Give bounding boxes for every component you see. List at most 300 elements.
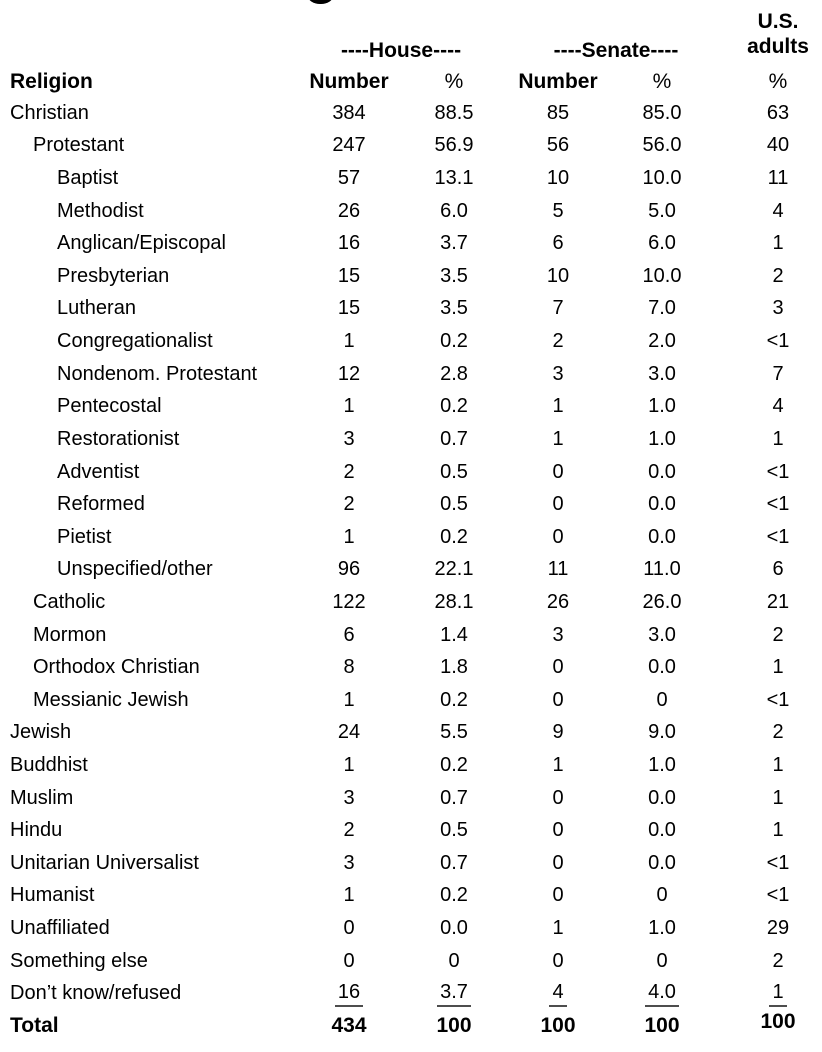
- house-number-cell: [296, 428, 402, 451]
- cell-value: 85.0: [642, 101, 682, 124]
- religion-label-text: Jewish: [10, 721, 72, 744]
- cell-value: 11: [767, 167, 789, 190]
- senate-number-cell: [506, 102, 610, 125]
- cell-value: 100: [760, 1010, 796, 1034]
- religion-label-text: Presbyterian: [57, 264, 170, 287]
- senate-pct-cell: [610, 265, 714, 288]
- religion-label-text: Hindu: [10, 819, 63, 842]
- cell-value: 2: [343, 460, 355, 483]
- cell-value: 0.5: [440, 819, 468, 842]
- cell-value: 3.0: [648, 623, 676, 646]
- religion-label-text: Pietist: [57, 525, 112, 548]
- senate-number-cell: [506, 819, 610, 842]
- religion-label: [0, 102, 296, 125]
- cell-value: 28.1: [434, 590, 474, 613]
- cell-value: 88.5: [434, 101, 474, 124]
- cell-value: 1: [769, 981, 786, 1007]
- cell-value: 85: [546, 101, 570, 124]
- cell-value: 0.0: [440, 917, 468, 940]
- cell-value: 1: [343, 753, 355, 776]
- house-number-cell: [296, 591, 402, 614]
- cell-value: <1: [766, 460, 790, 483]
- cell-value: 6: [343, 623, 355, 646]
- cell-value: 6: [552, 232, 564, 255]
- cell-value: 0: [552, 786, 564, 809]
- senate-pct-cell: [610, 200, 714, 223]
- house-pct-cell: [402, 200, 506, 223]
- religion-label: [0, 819, 296, 842]
- us-adults-pct-cell: [714, 265, 822, 288]
- table-row: [0, 521, 822, 554]
- house-pct-cell: [402, 363, 506, 386]
- religion-label-text: Unaffiliated: [10, 917, 110, 940]
- cell-value: 0: [552, 819, 564, 842]
- cell-value: <1: [766, 884, 790, 907]
- senate-pct-cell: [610, 297, 714, 320]
- cell-value: 6.0: [648, 232, 676, 255]
- cell-value: 10.0: [642, 264, 682, 287]
- cell-value: 0.0: [648, 525, 676, 548]
- religion-label: [0, 982, 296, 1005]
- cell-value: 1: [552, 917, 564, 940]
- house-number-cell: [296, 721, 402, 744]
- religion-label: [0, 363, 296, 386]
- house-number-cell: [296, 819, 402, 842]
- house-pct-cell: [402, 981, 506, 1007]
- house-number-cell: [296, 102, 402, 125]
- senate-pct-cell: [610, 1014, 714, 1038]
- cell-value: 3: [343, 851, 355, 874]
- table-row: [0, 130, 822, 163]
- senate-pct-cell: [610, 721, 714, 744]
- table-row: [0, 390, 822, 423]
- cell-value: 2: [343, 819, 355, 842]
- house-number-cell: [296, 395, 402, 418]
- house-number-cell: [296, 656, 402, 679]
- religion-label: [0, 134, 296, 157]
- house-pct-cell: [402, 852, 506, 875]
- house-number-cell: [296, 950, 402, 973]
- house-pct-cell: [402, 689, 506, 712]
- cell-value: 1: [552, 395, 564, 418]
- senate-pct-cell: [610, 330, 714, 353]
- senate-pct-cell: [610, 232, 714, 255]
- cell-value: 0: [552, 525, 564, 548]
- religion-label: [0, 656, 296, 679]
- us-adults-pct-cell: [714, 167, 822, 190]
- religion-label-text: Something else: [10, 949, 148, 972]
- house-number-cell: [296, 297, 402, 320]
- house-pct-cell: [402, 493, 506, 516]
- cell-value: 8: [343, 656, 355, 679]
- religion-label-text: Mormon: [33, 623, 107, 646]
- cell-value: 3.0: [648, 362, 676, 385]
- cell-value: 0: [343, 949, 355, 972]
- senate-pct-cell: [610, 754, 714, 777]
- religion-label: [0, 200, 296, 223]
- religion-label: [0, 428, 296, 451]
- religion-label-text: Protestant: [33, 134, 125, 157]
- cell-value: 384: [332, 101, 366, 124]
- religion-label-text: Adventist: [57, 460, 140, 483]
- cell-value: 1.8: [440, 656, 468, 679]
- cell-value: 0.7: [440, 786, 468, 809]
- house-number-cell: [296, 689, 402, 712]
- house-number-cell: [296, 787, 402, 810]
- cell-value: 0: [343, 917, 355, 940]
- us-adults-pct-cell: [714, 330, 822, 353]
- table-row: [0, 456, 822, 489]
- religion-label-text: Orthodox Christian: [33, 656, 200, 679]
- house-pct-cell: [402, 624, 506, 647]
- cell-value: 0.7: [440, 851, 468, 874]
- religion-label: [0, 787, 296, 810]
- cell-value: 3: [343, 786, 355, 809]
- senate-number-cell: [506, 461, 610, 484]
- religion-label-text: Anglican/Episcopal: [57, 232, 226, 255]
- religion-label-text: Catholic: [33, 590, 106, 613]
- cell-value: 100: [436, 1014, 472, 1038]
- cell-value: 0: [552, 688, 564, 711]
- house-number-cell: [296, 884, 402, 907]
- cell-value: 0.7: [440, 427, 468, 450]
- table-row: [0, 912, 822, 945]
- cell-value: 0.2: [440, 884, 468, 907]
- senate-pct-cell: [610, 917, 714, 940]
- cell-value: 4.0: [645, 981, 679, 1007]
- cell-value: 3.7: [437, 981, 471, 1007]
- cell-value: 96: [337, 558, 361, 581]
- senate-number-cell: [506, 624, 610, 647]
- senate-number-cell: [506, 526, 610, 549]
- religion-label: [0, 265, 296, 288]
- table-row: [0, 227, 822, 260]
- us-adults-pct-cell: [714, 656, 822, 679]
- senate-number-cell: [506, 297, 610, 320]
- cell-value: 26: [337, 199, 361, 222]
- cell-value: 1: [772, 232, 784, 255]
- senate-number-cell: [506, 884, 610, 907]
- religion-label: [0, 461, 296, 484]
- religion-label-text: Messianic Jewish: [33, 688, 189, 711]
- house-pct-cell: [402, 526, 506, 549]
- religion-label: [0, 330, 296, 353]
- religion-label: [0, 624, 296, 647]
- cell-value: 2.0: [648, 330, 676, 353]
- house-pct-cell: [402, 819, 506, 842]
- cell-value: 1.0: [648, 753, 676, 776]
- house-pct-cell: [402, 232, 506, 255]
- cell-value: 2: [772, 949, 784, 972]
- column-header-religion: Religion: [10, 70, 93, 93]
- cell-value: 9.0: [648, 721, 676, 744]
- house-pct-cell: [402, 461, 506, 484]
- religion-label-text: Restorationist: [57, 427, 180, 450]
- cell-value: 2: [343, 493, 355, 516]
- cell-value: 1: [343, 395, 355, 418]
- senate-number-cell: [506, 363, 610, 386]
- us-adults-pct-cell: [714, 526, 822, 549]
- cell-value: 29: [766, 917, 790, 940]
- house-pct-cell: [402, 167, 506, 190]
- cell-value: <1: [766, 688, 790, 711]
- cell-value: 0.0: [648, 493, 676, 516]
- cell-value: 13.1: [434, 167, 474, 190]
- cell-value: 1: [772, 656, 784, 679]
- religion-label-text: Pentecostal: [57, 395, 162, 418]
- religion-label-text: Congregationalist: [57, 330, 213, 353]
- senate-pct-cell: [610, 787, 714, 810]
- house-number-cell: [296, 917, 402, 940]
- house-number-cell: [296, 330, 402, 353]
- cell-value: 0.2: [440, 525, 468, 548]
- cell-value: 15: [337, 297, 361, 320]
- religion-label: [0, 232, 296, 255]
- us-adults-pct-cell: [714, 917, 822, 940]
- senate-number-cell: [506, 232, 610, 255]
- us-adults-pct-cell: [714, 981, 822, 1007]
- cell-value: 0.5: [440, 493, 468, 516]
- house-pct-cell: [402, 917, 506, 940]
- cell-value: 0: [448, 949, 460, 972]
- house-pct-cell: [402, 395, 506, 418]
- us-adults-pct-cell: [714, 884, 822, 907]
- column-header-row: [0, 67, 822, 97]
- cell-value: 0.5: [440, 460, 468, 483]
- table-row: [0, 358, 822, 391]
- senate-pct-cell: [610, 363, 714, 386]
- religion-label: [0, 689, 296, 712]
- senate-number-cell: [506, 1014, 610, 1038]
- table-row: [0, 782, 822, 815]
- us-adults-pct-cell: [714, 200, 822, 223]
- cell-value: 0: [552, 656, 564, 679]
- column-header-senate-number: Number: [518, 70, 598, 93]
- table-row: [0, 423, 822, 456]
- cell-value: 1: [772, 819, 784, 842]
- cell-value: 247: [332, 134, 366, 157]
- house-number-cell: [296, 167, 402, 190]
- religion-label-text: Don’t know/refused: [10, 982, 182, 1005]
- religion-label: [0, 884, 296, 907]
- house-pct-cell: [402, 102, 506, 125]
- cell-value: 10: [546, 167, 570, 190]
- house-group-header: ----House----: [340, 39, 462, 62]
- cell-value: 9: [552, 721, 564, 744]
- cell-value: 26.0: [642, 590, 682, 613]
- senate-pct-cell: [610, 950, 714, 973]
- cell-value: 4: [772, 395, 784, 418]
- table-row: [0, 977, 822, 1010]
- cell-value: 434: [331, 1014, 367, 1038]
- religion-label: [0, 167, 296, 190]
- cell-value: 1: [552, 753, 564, 776]
- table-row: [0, 97, 822, 130]
- house-number-cell: [296, 363, 402, 386]
- us-adults-pct-cell: [714, 624, 822, 647]
- cell-value: 5.5: [440, 721, 468, 744]
- senate-number-cell: [506, 689, 610, 712]
- us-adults-pct-cell: [714, 819, 822, 842]
- cell-value: 122: [332, 590, 366, 613]
- cell-value: 1.4: [440, 623, 468, 646]
- senate-number-cell: [506, 721, 610, 744]
- senate-number-cell: [506, 950, 610, 973]
- cell-value: 0.0: [648, 460, 676, 483]
- senate-number-cell: [506, 265, 610, 288]
- cell-value: 7: [772, 362, 784, 385]
- cell-value: 16: [335, 981, 363, 1007]
- cell-value: 11.0: [643, 558, 681, 581]
- table-row: [0, 488, 822, 521]
- us-adults-pct-cell: [714, 754, 822, 777]
- senate-pct-cell: [610, 591, 714, 614]
- house-pct-cell: [402, 787, 506, 810]
- cell-value: 57: [337, 167, 361, 190]
- cell-value: 0: [552, 493, 564, 516]
- cell-value: 0.0: [648, 851, 676, 874]
- us-adults-pct-cell: [714, 689, 822, 712]
- religion-label: [0, 754, 296, 777]
- table-row: [0, 554, 822, 587]
- cell-value: 24: [337, 721, 361, 744]
- house-pct-cell: [402, 656, 506, 679]
- senate-pct-cell: [610, 624, 714, 647]
- cell-value: 6: [772, 558, 784, 581]
- senate-pct-cell: [610, 428, 714, 451]
- cell-value: 0: [552, 949, 564, 972]
- house-pct-cell: [402, 265, 506, 288]
- cell-value: 100: [644, 1014, 680, 1038]
- cell-value: 5.0: [648, 199, 676, 222]
- us-adults-pct-cell: [714, 297, 822, 320]
- us-adults-pct-cell: [714, 787, 822, 810]
- religion-label: [0, 721, 296, 744]
- cell-value: 4: [772, 199, 784, 222]
- us-adults-pct-cell: [714, 558, 822, 581]
- religion-label-text: Baptist: [57, 167, 119, 190]
- religion-label: [0, 852, 296, 875]
- cell-value: 3: [552, 623, 564, 646]
- house-number-cell: [296, 981, 402, 1007]
- cell-value: 10.0: [642, 167, 682, 190]
- house-number-cell: [296, 200, 402, 223]
- cell-value: 0.0: [648, 819, 676, 842]
- senate-number-cell: [506, 981, 610, 1007]
- religion-label: [0, 591, 296, 614]
- religion-label-text: Unspecified/other: [57, 558, 213, 581]
- table-row: [0, 260, 822, 293]
- table-row: [0, 651, 822, 684]
- cell-value: 1.0: [648, 917, 676, 940]
- cell-value: 100: [540, 1014, 576, 1038]
- house-pct-cell: [402, 428, 506, 451]
- cell-value: 2.8: [440, 362, 468, 385]
- us-adults-pct-cell: [714, 721, 822, 744]
- senate-pct-cell: [610, 461, 714, 484]
- senate-pct-cell: [610, 852, 714, 875]
- table-row: [0, 880, 822, 913]
- cell-value: 0: [552, 460, 564, 483]
- cell-value: 0.2: [440, 688, 468, 711]
- cell-value: 12: [337, 362, 361, 385]
- cell-value: 40: [766, 134, 790, 157]
- cell-value: 21: [766, 590, 790, 613]
- cell-value: <1: [766, 493, 790, 516]
- cell-value: 2: [772, 721, 784, 744]
- house-pct-cell: [402, 721, 506, 744]
- religion-label-text: Humanist: [10, 884, 95, 907]
- house-number-cell: [296, 852, 402, 875]
- us-adults-pct-cell: [714, 428, 822, 451]
- senate-number-cell: [506, 591, 610, 614]
- cell-value: 0: [656, 884, 668, 907]
- house-pct-cell: [402, 591, 506, 614]
- cell-value: 3.7: [440, 232, 468, 255]
- senate-pct-cell: [610, 819, 714, 842]
- house-number-cell: [296, 134, 402, 157]
- religion-label-text: Unitarian Universalist: [10, 851, 199, 874]
- house-pct-cell: [402, 884, 506, 907]
- senate-number-cell: [506, 200, 610, 223]
- us-adults-group-header: [714, 9, 822, 59]
- senate-pct-cell: [610, 134, 714, 157]
- religion-label-text: Reformed: [57, 493, 145, 516]
- senate-group-header: ----Senate----: [553, 39, 679, 62]
- table-row: [0, 293, 822, 326]
- cell-value: 56.0: [642, 134, 682, 157]
- cell-value: 7: [552, 297, 564, 320]
- senate-number-cell: [506, 558, 610, 581]
- cell-value: 0.2: [440, 395, 468, 418]
- cell-value: 1: [772, 427, 784, 450]
- cell-value: 3: [772, 297, 784, 320]
- table-header: [0, 0, 822, 97]
- cell-value: 0: [552, 851, 564, 874]
- senate-number-cell: [506, 917, 610, 940]
- cell-value: 11: [547, 558, 569, 581]
- us-adults-pct-cell: [714, 134, 822, 157]
- house-pct-cell: [402, 754, 506, 777]
- senate-number-cell: [506, 330, 610, 353]
- cell-value: 1: [343, 688, 355, 711]
- cell-value: 0.0: [648, 656, 676, 679]
- cell-value: 2: [772, 623, 784, 646]
- cell-value: 16: [337, 232, 361, 255]
- table-body: [0, 97, 822, 1043]
- senate-number-cell: [506, 428, 610, 451]
- religion-label: [0, 297, 296, 320]
- cell-value: 15: [337, 264, 361, 287]
- senate-number-cell: [506, 787, 610, 810]
- us-adults-pct-cell: [714, 950, 822, 973]
- religion-label: [0, 395, 296, 418]
- religion-label-text: Christian: [10, 101, 89, 124]
- cell-value: 10: [546, 264, 570, 287]
- table-row: [0, 325, 822, 358]
- cell-value: 22.1: [434, 558, 474, 581]
- house-number-cell: [296, 461, 402, 484]
- cell-value: 2: [772, 264, 784, 287]
- religion-label-text: Muslim: [10, 786, 74, 809]
- table-row: [0, 749, 822, 782]
- religion-label: [0, 493, 296, 516]
- cell-value: 1: [343, 330, 355, 353]
- cell-value: <1: [766, 851, 790, 874]
- senate-pct-cell: [610, 558, 714, 581]
- house-pct-cell: [402, 330, 506, 353]
- column-header-house-pct: %: [444, 70, 464, 93]
